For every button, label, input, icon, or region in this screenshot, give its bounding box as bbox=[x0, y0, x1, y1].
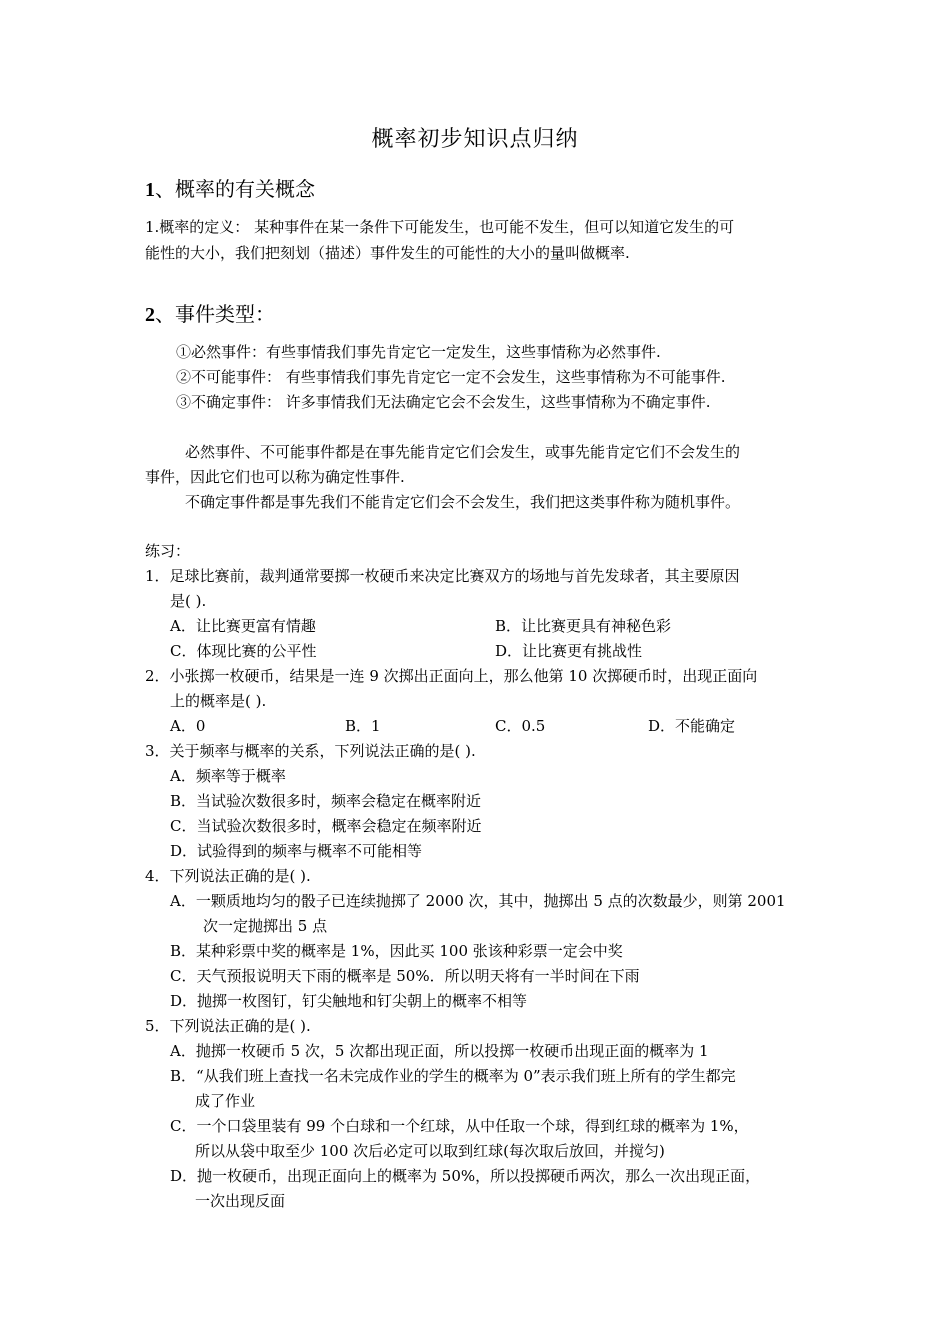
question-5-option-c-line-1: C．一个口袋里装有 99 个白球和一个红球，从中任取一个球，得到红球的概率为 1%， bbox=[170, 1117, 749, 1135]
question-1-option-c: C．体现比赛的公平性 bbox=[170, 642, 317, 660]
question-1-option-a: A．让比赛更富有情趣 bbox=[170, 617, 316, 635]
question-4-option-c: C．天气预报说明天下雨的概率是 50%．所以明天将有一半时间在下雨 bbox=[170, 967, 640, 985]
question-1-line-2: 是( ). bbox=[170, 592, 207, 610]
practice-label: 练习： bbox=[145, 542, 191, 560]
question-5-line-1: 5．下列说法正确的是( ). bbox=[145, 1017, 311, 1035]
definition-line-2: 能性的大小，我们把刻划（描述）事件发生的可能性的大小的量叫做概率. bbox=[145, 244, 630, 262]
section-heading-2 bbox=[145, 298, 275, 327]
question-5-option-b-line-2: 成了作业 bbox=[195, 1092, 256, 1110]
section-heading-1-text: 、概率的有关概念 bbox=[155, 177, 315, 201]
question-4-option-d: D．抛掷一枚图钉，钉尖触地和钉尖朝上的概率不相等 bbox=[170, 992, 528, 1010]
event-type-certain: ①必然事件：有些事情我们事先肯定它一定发生，这些事情称为必然事件. bbox=[176, 343, 661, 361]
question-4-option-b: B．某种彩票中奖的概率是 1%，因此买 100 张该种彩票一定会中奖 bbox=[170, 942, 623, 960]
question-2-option-a: A．0 bbox=[170, 717, 206, 735]
question-1-line-1: 1．足球比赛前，裁判通常要掷一枚硬币来决定比赛双方的场地与首先发球者，其主要原因 bbox=[145, 567, 740, 585]
question-5-option-d-line-2: 一次出现反面 bbox=[195, 1192, 286, 1210]
section-heading-2-text: 、事件类型： bbox=[155, 302, 275, 326]
question-2-line-1: 2．小张掷一枚硬币，结果是一连 9 次掷出正面向上，那么他第 10 次掷硬币时，出现正面向 bbox=[145, 667, 758, 685]
question-2-option-b: B．1 bbox=[345, 717, 381, 735]
section-heading-1 bbox=[145, 173, 315, 202]
question-5-option-a: A．抛掷一枚硬币 5 次，5 次都出现正面，所以投掷一枚硬币出现正面的概率为 1 bbox=[170, 1042, 709, 1060]
question-1-option-d: D．让比赛更有挑战性 bbox=[495, 642, 643, 660]
page-title: 概率初步知识点归纳 bbox=[371, 127, 579, 152]
definition-line-1: 1.概率的定义： 某种事件在某一条件下可能发生，也可能不发生，但可以知道它发生的可 bbox=[145, 218, 735, 236]
section-number-1: 1 bbox=[145, 179, 155, 201]
question-2-option-c: C．0.5 bbox=[495, 717, 546, 735]
question-5-option-b-line-1: B．“从我们班上查找一名未完成作业的学生的概率为 0”表示我们班上所有的学生都完 bbox=[170, 1067, 736, 1085]
paragraph-2: 不确定事件都是事先我们不能肯定它们会不会发生，我们把这类事件称为随机事件。 bbox=[185, 493, 741, 511]
question-1-option-b: B．让比赛更具有神秘色彩 bbox=[495, 617, 672, 635]
question-4-option-a-line-2: 次一定抛掷出 5 点 bbox=[203, 917, 328, 935]
question-5-option-d-line-1: D．抛一枚硬币，出现正面向上的概率为 50%，所以投掷硬币两次，那么一次出现正面， bbox=[170, 1167, 761, 1185]
question-3-option-b: B．当试验次数很多时，频率会稳定在概率附近 bbox=[170, 792, 482, 810]
section-number-2: 2 bbox=[145, 304, 155, 326]
paragraph-1-line-1: 必然事件、不可能事件都是在事先能肯定它们会发生，或事先能肯定它们不会发生的 bbox=[185, 443, 741, 461]
question-3-option-a: A．频率等于概率 bbox=[170, 767, 286, 785]
question-2-option-d: D．不能确定 bbox=[648, 717, 736, 735]
question-3-option-c: C．当试验次数很多时，概率会稳定在频率附近 bbox=[170, 817, 482, 835]
paragraph-1-line-2: 事件，因此它们也可以称为确定性事件. bbox=[145, 468, 405, 486]
question-3-option-d: D．试验得到的频率与概率不可能相等 bbox=[170, 842, 423, 860]
event-type-impossible: ②不可能事件： 有些事情我们事先肯定它一定不会发生，这些事情称为不可能事件. bbox=[176, 368, 726, 386]
event-type-uncertain: ③不确定事件： 许多事情我们无法确定它会不会发生，这些事情称为不确定事件. bbox=[176, 393, 711, 411]
question-5-option-c-line-2: 所以从袋中取至少 100 次后必定可以取到红球(每次取后放回，并搅匀) bbox=[195, 1142, 665, 1160]
question-4-line-1: 4．下列说法正确的是( ). bbox=[145, 867, 311, 885]
question-3-line-1: 3．关于频率与概率的关系，下列说法正确的是( ). bbox=[145, 742, 476, 760]
question-4-option-a-line-1: A．一颗质地均匀的骰子已连续抛掷了 2000 次，其中，抛掷出 5 点的次数最少，则第 2001 bbox=[170, 892, 786, 910]
question-2-line-2: 上的概率是( ). bbox=[170, 692, 267, 710]
